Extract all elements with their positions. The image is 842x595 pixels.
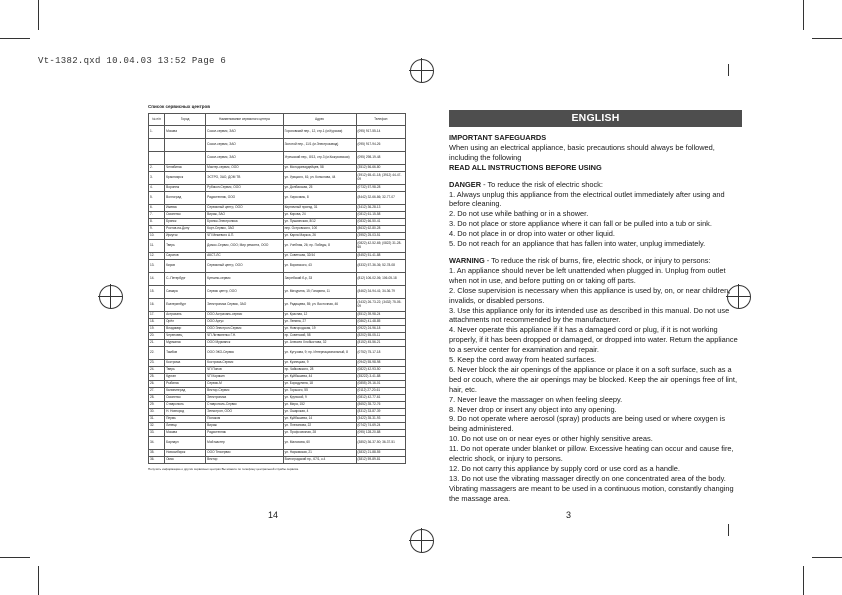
table-row: [149, 333, 406, 340]
address-cell: ул. Ошарская, 4: [283, 409, 356, 416]
address-cell: ул. Учебная, 26; пр. Победы, 8: [283, 240, 356, 253]
address-cell: ул. Малахова, 60: [283, 437, 356, 450]
address-cell: пер. Островского, 100: [283, 226, 356, 233]
slug-line: Vt-1382.qxd 10.04.03 13:52 Page 6: [38, 56, 227, 66]
intro-paragraph: When using an electrical appliance, basic precautions should always be followed, including the following: [449, 142, 715, 162]
row-number-cell: 7.: [149, 212, 165, 219]
organization-cell: Ставрополь-Сервис: [206, 402, 283, 409]
organization-cell: Электроника Сервис, ЗАО: [206, 299, 283, 312]
row-number-cell: 25.: [149, 374, 165, 381]
organization-cell: ООО Астрахань-сервис: [206, 312, 283, 319]
phone-cell: (0822) 42-52-65; (0822) 31-28-65: [356, 240, 406, 253]
city-cell: Мурманск: [165, 340, 206, 347]
city-cell: Курган: [165, 374, 206, 381]
city-cell: Иркутск: [165, 233, 206, 240]
table-row: [149, 319, 406, 326]
city-cell: Ставрополь: [165, 402, 206, 409]
city-cell: Челябинск: [165, 165, 206, 172]
registration-circle: [99, 285, 123, 309]
city-cell: Воронеж: [165, 185, 206, 192]
city-cell: Новосибирск: [165, 450, 206, 457]
organization-cell: Сервис центр, ООО: [206, 286, 283, 299]
city-cell: Екатеринбург: [165, 299, 206, 312]
row-number-cell: 11.: [149, 240, 165, 253]
address-cell: ул. Куйбышева, 14: [283, 416, 356, 423]
column-header: Наименование сервисного центра: [206, 114, 283, 126]
warning-label: WARNING: [449, 255, 485, 265]
registration-circle: [410, 59, 434, 83]
read-all-line: READ ALL INSTRUCTIONS BEFORE USING: [449, 162, 602, 172]
table-row: [149, 423, 406, 430]
phone-cell: (812) 106-02-06; 106-05-18: [356, 273, 406, 286]
row-number-cell: 29.: [149, 402, 165, 409]
address-cell: ул. Мичурина, 15; Гагарина, 11: [283, 286, 356, 299]
right-page: [449, 110, 742, 504]
safeguards-heading: IMPORTANT SAFEGUARDS: [449, 133, 547, 142]
row-number-cell: 31.: [149, 416, 165, 423]
row-number-cell: 9.: [149, 226, 165, 233]
city-cell: Красноярск: [165, 172, 206, 185]
row-number-cell: 8.: [149, 219, 165, 226]
city-cell: Ростов-на-Дону: [165, 226, 206, 233]
organization-cell: ЧП Литвиненко Г.Н.: [206, 333, 283, 340]
address-cell: ул. Ленина, 27: [283, 319, 356, 326]
crop-mark: [728, 524, 729, 536]
organization-cell: ООО ЭКО-Сервис: [206, 347, 283, 360]
row-number-cell: 18.: [149, 319, 165, 326]
address-cell: ул. Бородулина, 18: [283, 381, 356, 388]
page-number-left: 14: [268, 510, 279, 520]
organization-cell: Сервисный центр, ООО: [206, 260, 283, 273]
table-row: [149, 347, 406, 360]
table-row: [149, 126, 406, 139]
table-row: [149, 240, 406, 253]
city-cell: Брянск: [165, 219, 206, 226]
phone-cell: (8442) 32-66-86; 32-77-07: [356, 192, 406, 205]
table-row: [149, 367, 406, 374]
danger-item: 3. Do not place or store appliance where it can fall or be pulled into a tub or sink.: [449, 219, 712, 229]
warning-item: 11. Do not operate under blanket or pillow. Excessive heating can occur and cause fire, electric shock, or injury to persons.: [449, 444, 734, 464]
warning-list: [449, 266, 742, 504]
city-cell: Астрахань: [165, 312, 206, 319]
phone-cell: (3432) 26-73-22; (3432) 75-05-09: [356, 299, 406, 312]
crop-mark: [38, 566, 39, 595]
table-row: [149, 312, 406, 319]
table-row: [149, 273, 406, 286]
city-cell: Тверь: [165, 240, 206, 253]
phone-cell: (3832) 21-88-55: [356, 450, 406, 457]
warning-item: 1. An appliance should never be left unattended when plugged in. Unplug from outlet when not in use, and before putting on or taking off parts.: [449, 265, 726, 285]
table-header-row: [149, 114, 406, 126]
table-row: [149, 388, 406, 395]
city-cell: С.-Петербург: [165, 273, 206, 286]
row-number-cell: 21.: [149, 340, 165, 347]
warning-item: 12. Do not carry this appliance by supply cord or use cord as a handle.: [449, 464, 680, 473]
organization-cell: Сервис-М: [206, 381, 283, 388]
organization-cell: АКСТ-ЛС: [206, 253, 283, 260]
organization-cell: Вектор: [206, 457, 283, 464]
table-row: [149, 205, 406, 212]
address-cell: Загребский б-р, 33: [283, 273, 356, 286]
table-row: [149, 253, 406, 260]
address-cell: ул. Кузнецкая, 9: [283, 360, 356, 367]
row-number-cell: 20.: [149, 333, 165, 340]
address-cell: ул. Плеханова, 22: [283, 423, 356, 430]
phone-cell: (3812) 59-89-81: [356, 457, 406, 464]
crop-mark: [803, 0, 804, 30]
table-row: [149, 139, 406, 152]
address-cell: ул. Крупской, 9: [283, 395, 356, 402]
city-cell: Москва: [165, 430, 206, 437]
row-number-cell: 5.: [149, 192, 165, 205]
row-number-cell: 34.: [149, 437, 165, 450]
column-header: № п/п: [149, 114, 165, 126]
warning-item: 6. Never block the air openings of the appliance or place it on a soft surface, such as a bed or couch, where the air openings may be blocked. Keep the air openings free of lint, hair, etc.: [449, 364, 738, 394]
table-row: [149, 416, 406, 423]
table-row: [149, 299, 406, 312]
column-header: Город: [165, 114, 206, 126]
organization-cell: Кострома-Сервис: [206, 360, 283, 367]
warning-item: 5. Keep the cord away from heated surfaces.: [449, 355, 597, 365]
city-cell: Орёл: [165, 319, 206, 326]
organization-cell: Брянск-Электроника: [206, 219, 283, 226]
phone-cell: (8652) 35-72-76: [356, 402, 406, 409]
city-cell: Кострома: [165, 360, 206, 367]
city-cell: Владимир: [165, 326, 206, 333]
row-number-cell: 2.: [149, 165, 165, 172]
row-number-cell: 28.: [149, 395, 165, 402]
warning-text: - To reduce the risk of burns, fire, electric shock, or injury to persons:: [484, 255, 711, 265]
organization-cell: ООО Техсервис: [206, 450, 283, 457]
organization-cell: Купчино-сервис: [206, 273, 283, 286]
phone-cell: (0812) 42-77-61: [356, 395, 406, 402]
crop-mark: [0, 557, 30, 558]
table-row: [149, 212, 406, 219]
danger-item: 5. Do not reach for an appliance that has fallen into water, unplug immediately.: [449, 239, 706, 249]
column-header: Адрес: [283, 114, 356, 126]
phone-cell: (095) 128-20-88: [356, 430, 406, 437]
address-cell: ул. Молодогвардейцев, 58: [283, 165, 356, 172]
city-cell: Киров: [165, 260, 206, 273]
address-cell: ул. Хиросимы, 8: [283, 192, 356, 205]
address-cell: ул. Радищева, 55; ул. Восточная, 46: [283, 299, 356, 312]
table-row: [149, 219, 406, 226]
organization-cell: ООО Аргус: [206, 319, 283, 326]
phone-cell: (8462) 34-94-41; 34-36-79: [356, 286, 406, 299]
phone-cell: (0832) 66-50-41: [356, 219, 406, 226]
danger-paragraph: [449, 180, 742, 190]
row-number-cell: [149, 139, 165, 152]
phone-cell: (0862) 41-48-85: [356, 319, 406, 326]
address-cell: ул. Алексея Хлобыстова, 32: [283, 340, 356, 347]
address-cell: ул. Карла Маркса, 26: [283, 233, 356, 240]
organization-cell: ООО Электрон-Сервис: [206, 326, 283, 333]
crop-mark: [728, 64, 729, 76]
phone-cell: (0752) 75-17-18: [356, 347, 406, 360]
organization-cell: Элекстрон, ООО: [206, 409, 283, 416]
phone-cell: (8152) 45-56-21: [356, 340, 406, 347]
danger-item: 2. Do not use while bathing or in a shower.: [449, 209, 589, 219]
row-number-cell: 15.: [149, 286, 165, 299]
address-cell: ул. Советская, 32/44: [283, 253, 356, 260]
table-row: [149, 172, 406, 185]
table-row: [149, 192, 406, 205]
organization-cell: Полаком: [206, 416, 283, 423]
row-number-cell: 22.: [149, 347, 165, 360]
organization-cell: ЧП Межевого А.П.: [206, 233, 283, 240]
address-cell: Волгоградский пр., 67/1, к.4: [283, 457, 356, 464]
organization-cell: ЭСТРО, ЗАО, ДОМ ТВ: [206, 172, 283, 185]
city-cell: Липецк: [165, 423, 206, 430]
organization-cell: Радиотехник: [206, 430, 283, 437]
phone-cell: (0812) 61-15-58: [356, 212, 406, 219]
address-cell: пр. Советский, 58: [283, 333, 356, 340]
city-cell: [165, 139, 206, 152]
phone-cell: (8452) 51-41-88: [356, 253, 406, 260]
crop-mark: [812, 38, 842, 39]
row-number-cell: 35.: [149, 450, 165, 457]
address-cell: ул. Красная, 12: [283, 312, 356, 319]
warning-item: 13. Do not use the vibrating massager directly on one concentrated area of the body. Vibrating massagers are meant to be used in a continuous motion, constantly changing the massage area.: [449, 473, 734, 503]
table-row: [149, 260, 406, 273]
phone-cell: (3952) 25-03-51: [356, 233, 406, 240]
row-number-cell: 24.: [149, 367, 165, 374]
safeguards-text: [449, 133, 742, 504]
table-row: [149, 450, 406, 457]
left-page: [148, 104, 406, 471]
phone-cell: (3412) 36-28-13: [356, 205, 406, 212]
row-number-cell: 13.: [149, 260, 165, 273]
city-cell: Ижевск: [165, 205, 206, 212]
city-cell: Волгоград: [165, 192, 206, 205]
address-cell: ул. Воровского, 43: [283, 260, 356, 273]
row-number-cell: 1.: [149, 126, 165, 139]
address-cell: ул. Кутузова, 9; пр. Интернациональный, 8: [283, 347, 356, 360]
row-number-cell: 23.: [149, 360, 165, 367]
table-row: [149, 226, 406, 233]
phone-cell: (0732) 57-98-28: [356, 185, 406, 192]
row-number-cell: 4.: [149, 185, 165, 192]
phone-cell: (8202) 55-05-11: [356, 333, 406, 340]
address-cell: ул. Кирова, 24: [283, 212, 356, 219]
address-cell: Угрешский пер., 8/13, стр.3 (м.Кожуховская): [283, 152, 356, 165]
phone-cell: (0112) 27-20-61: [356, 388, 406, 395]
column-header: Телефон: [356, 114, 406, 126]
phone-cell: (095) 917-94-26: [356, 139, 406, 152]
table-row: [149, 395, 406, 402]
table-row: [149, 326, 406, 333]
crop-mark: [812, 557, 842, 558]
table-row: [149, 165, 406, 172]
danger-text: - To reduce the risk of electric shock:: [481, 179, 603, 189]
city-cell: Рыбинск: [165, 381, 206, 388]
row-number-cell: 6.: [149, 205, 165, 212]
service-list-title: Список сервисных центров: [148, 104, 211, 109]
organization-cell: Мой мастер: [206, 437, 283, 450]
table-row: [149, 437, 406, 450]
city-cell: Смоленск: [165, 395, 206, 402]
organization-cell: Радиотехник, ООО: [206, 192, 283, 205]
address-cell: ул. Мира, 152: [283, 402, 356, 409]
phone-cell: (095) 298-19-48: [356, 152, 406, 165]
row-number-cell: 33.: [149, 430, 165, 437]
table-row: [149, 185, 406, 192]
phone-cell: (8312) 33-87-39: [356, 409, 406, 416]
address-cell: ул. Горького, 55: [283, 388, 356, 395]
organization-cell: Вираж: [206, 423, 283, 430]
row-number-cell: 36.: [149, 457, 165, 464]
table-row: [149, 381, 406, 388]
phone-cell: (3512) 56-66-80: [356, 165, 406, 172]
row-number-cell: 16.: [149, 299, 165, 312]
page-number-right: 3: [566, 510, 572, 520]
organization-cell: Корт-Сервис, ЗАО: [206, 226, 283, 233]
address-cell: ул. Новгородская, 19: [283, 326, 356, 333]
address-cell: ул. Донбасская, 25: [283, 185, 356, 192]
table-row: [149, 457, 406, 464]
danger-list: [449, 190, 742, 249]
organization-cell: Рубикон-Сервис, ООО: [206, 185, 283, 192]
organization-cell: ЧП Корякин: [206, 374, 283, 381]
city-cell: Н. Новгород: [165, 409, 206, 416]
address-cell: Кирпичный проезд, 31: [283, 205, 356, 212]
organization-cell: ЧП Попов: [206, 367, 283, 374]
organization-cell: Сокол-сервис, ЗАО: [206, 152, 283, 165]
phone-cell: (0822) 42-93-50: [356, 367, 406, 374]
table-row: [149, 402, 406, 409]
warning-paragraph: [449, 256, 742, 266]
city-cell: Барнаул: [165, 437, 206, 450]
crop-mark: [0, 38, 30, 39]
phone-cell: (3912) 65-41-18; (3912) 44-47-09: [356, 172, 406, 185]
warning-item: 10. Do not use on or near eyes or other highly sensitive areas.: [449, 434, 653, 444]
service-center-rows: [149, 126, 406, 464]
organization-cell: Мастер-сервис, ООО: [206, 165, 283, 172]
organization-cell: Сервисный центр, ООО: [206, 205, 283, 212]
row-number-cell: 17.: [149, 312, 165, 319]
organization-cell: Домос-Сервис, ООО; Мир ремонта, ООО: [206, 240, 283, 253]
city-cell: [165, 152, 206, 165]
phone-cell: (35222) 3-41-88: [356, 374, 406, 381]
section-title-band: ENGLISH: [449, 110, 742, 127]
organization-cell: Вектор-Сервис: [206, 388, 283, 395]
warning-item: 8. Never drop or insert any object into any opening.: [449, 404, 617, 414]
organization-cell: ООО Мурманск: [206, 340, 283, 347]
phone-cell: (0855) 29-16-01: [356, 381, 406, 388]
address-cell: пр. Чайковского, 28: [283, 367, 356, 374]
row-number-cell: 27.: [149, 388, 165, 395]
danger-item: 1. Always unplug this appliance from the electrical outlet immediately after using and before cleaning.: [449, 189, 725, 209]
city-cell: Саратов: [165, 253, 206, 260]
row-number-cell: 3.: [149, 172, 165, 185]
table-row: [149, 340, 406, 347]
row-number-cell: 12.: [149, 253, 165, 260]
warning-item: 2. Close supervision is necessary when this appliance is used by, on, or near children, invalids, or disabled persons.: [449, 285, 731, 305]
address-cell: ул. Куйбышева, 44: [283, 374, 356, 381]
danger-item: 4. Do not place in or drop into water or other liquid.: [449, 229, 615, 239]
city-cell: Омск: [165, 457, 206, 464]
phone-cell: (8512) 39-98-24: [356, 312, 406, 319]
crop-mark: [38, 0, 39, 30]
row-number-cell: [149, 152, 165, 165]
phone-cell: (0742) 74-69-24: [356, 423, 406, 430]
organization-cell: Электроника: [206, 395, 283, 402]
phone-cell: (0922) 24-96-18: [356, 326, 406, 333]
danger-label: DANGER: [449, 179, 482, 189]
phone-cell: (0942) 55-98-98: [356, 360, 406, 367]
warning-item: 4. Never operate this appliance if it has a damaged cord or plug, if it is not working properly, if it has been dropped or damaged, or dropped into water. Return the appliance to a service center for examination and repair.: [449, 325, 738, 355]
row-number-cell: 32.: [149, 423, 165, 430]
organization-cell: Сокол-сервис, ЗАО: [206, 139, 283, 152]
row-number-cell: 10.: [149, 233, 165, 240]
address-cell: ул. Пушкинская, 8/12: [283, 219, 356, 226]
address-cell: Гороховский пер., 12, стр.1 (м.Курская): [283, 126, 356, 139]
city-cell: Тамбов: [165, 347, 206, 360]
city-cell: Москва: [165, 126, 206, 139]
crop-mark: [803, 566, 804, 595]
table-row: [149, 374, 406, 381]
registration-circle: [410, 529, 434, 553]
row-number-cell: 19.: [149, 326, 165, 333]
city-cell: Самара: [165, 286, 206, 299]
organization-cell: Сокол-сервис, ЗАО: [206, 126, 283, 139]
organization-cell: Вираж, ЗАО: [206, 212, 283, 219]
warning-item: 3. Use this appliance only for its intended use as described in this manual. Do not use attachments not recommended by the manufacturer.: [449, 305, 730, 325]
address-cell: Золотой пер., 11/1 (м.Электрозавод): [283, 139, 356, 152]
warning-item: 9. Do not operate where aerosol (spray) products are being used or where oxygen is being administered.: [449, 414, 726, 434]
phone-cell: (3422) 35-31-93: [356, 416, 406, 423]
table-row: [149, 286, 406, 299]
phone-cell: (8632) 62-80-28: [356, 226, 406, 233]
table-row: [149, 152, 406, 165]
phone-cell: (8332) 57-36-36; 52-78-08: [356, 260, 406, 273]
address-cell: ул. Профсоюзная, 28: [283, 430, 356, 437]
row-number-cell: 30.: [149, 409, 165, 416]
table-row: [149, 430, 406, 437]
address-cell: ул. Урицкого, 61; ул. Копылова, 44: [283, 172, 356, 185]
address-cell: ул. Нарымская, 21: [283, 450, 356, 457]
row-number-cell: 14.: [149, 273, 165, 286]
phone-cell: (095) 917-55-14: [356, 126, 406, 139]
city-cell: Тверь: [165, 367, 206, 374]
warning-item: 7. Never leave the massager on when feeling sleepy.: [449, 394, 623, 404]
row-number-cell: 26.: [149, 381, 165, 388]
phone-cell: (3852) 36-37-50; 36-37-51: [356, 437, 406, 450]
city-cell: Калининград: [165, 388, 206, 395]
service-list-footer: Получить информацию о других сервисных центрах Вы можете по телефону центральной службы сервиса.: [148, 467, 299, 471]
service-center-table: [148, 113, 406, 464]
table-row: [149, 233, 406, 240]
city-cell: Череповец: [165, 333, 206, 340]
table-row: [149, 360, 406, 367]
city-cell: Пермь: [165, 416, 206, 423]
city-cell: Смоленск: [165, 212, 206, 219]
table-row: [149, 409, 406, 416]
